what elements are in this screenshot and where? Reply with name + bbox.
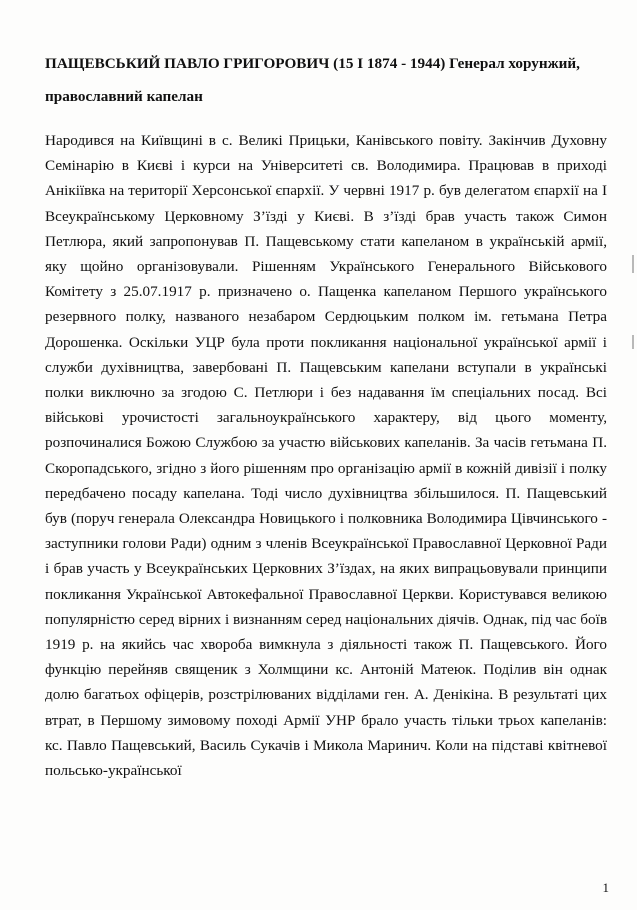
scan-edge-mark: [632, 255, 634, 273]
document-heading: ПАЩЕВСЬКИЙ ПАВЛО ГРИГОРОВИЧ (15 І 1874 - 1944) Генерал хорунжий, православний капелан: [45, 55, 580, 105]
page-number: 1: [602, 880, 609, 895]
document-body-paragraph: Народився на Київщині в с. Великі Прицьки, Канівського повіту. Закінчив Духовну Семінарію в Києві і курси на Університеті св. Володимира. Працював в приході Анікіївка на території Херсонської єпархії. У червні 1917 р. був делегатом єпархії на І Всеукраїнському Церковному З’їзді у Києві. В з’їзді брав участь також Симон Петлюра, який запропонував П. Пащевському стати капеланом в українській армії, яку щойно організовували. Рішенням Українського Генерального Військового Комітету з 25.07.1917 р. призначено о. Пащенка капеланом Першого українського резервного полку, названого незабаром Сердюцьким полком ім. гетьмана Петра Дорошенка. Оскільки УЦР була проти покликання національної української армії і служби духівництва, завербовані П. Пащевським капелани вступали в українські полки виключно за згодою С. Петлюри і без надавання їм спеціальних посад. Всі військові урочистості загальноукраїнського характеру, від цього моменту, розпочиналися Божою Службою за участю військових капеланів. За часів гетьмана П. Скоропадського, згідно з його рішенням про організацію армії в кожній дивізії і полку передбачено посаду капелана. Тоді число духівництва збільшилося. П. Пащевський був (поруч генерала Олександра Новицького і полковника Володимира Цівчинського - заступники голови Ради) одним з членів Всеукраїнської Православної Церковної Ради і брав участь у Всеукраїнських Церковних З’їздах, на яких випрацьовували принципи покликання Української Автокефальної Православної Церкви. Користувався великою популярністю серед вірних і визнанням серед національних діячів. Однак, під час боїв 1919 р. на якийсь час хвороба вимкнула з діяльності також П. Пащевського. Його функцію перейняв священик з Холмщини кс. Антоній Матеюк. Поділив він однак долю багатьох офіцерів, розстрілюваних відділами ген. А. Денікіна. В результаті цих втрат, в Першому зимовому поході Армії УНР брало участь тільки трьох капеланів: кс. Павло Пащевський, Василь Сукачів і Микола Маринич. Коли на підставі квітневої польсько-української: [45, 132, 607, 780]
scan-edge-mark: [632, 335, 634, 349]
